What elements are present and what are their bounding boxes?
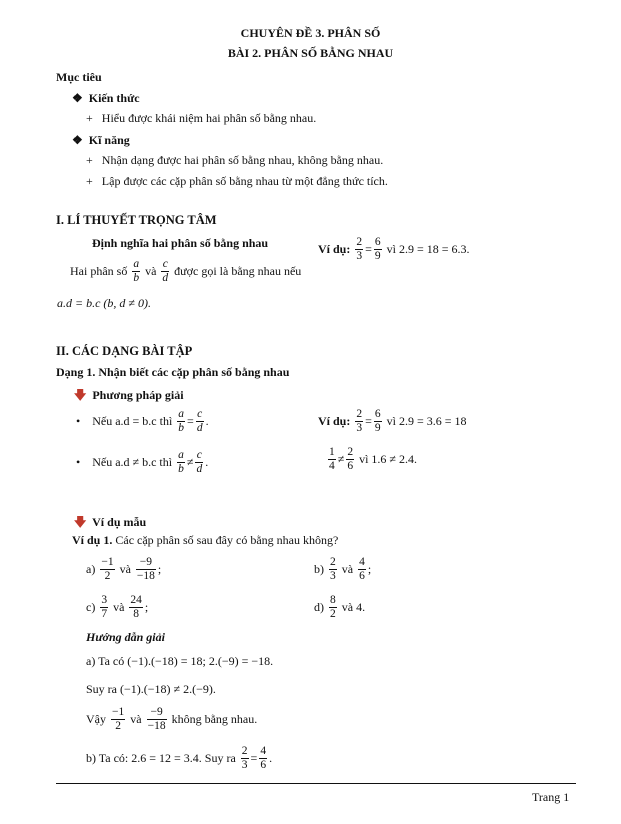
arrow-bullet-icon: 🡇 <box>74 388 87 402</box>
guide-title: Hướng dẫn giải <box>86 630 165 644</box>
diamond-bullet-icon: ❖ <box>72 91 83 105</box>
exercises-heading: II. CÁC DẠNG BÀI TẬP <box>56 344 193 358</box>
example-1-prompt: Ví dụ 1. Các cặp phân số sau đây có bằng nhau không? <box>72 533 339 547</box>
theory-heading: I. LÍ THUYẾT TRỌNG TÂM <box>56 213 217 227</box>
fraction-2-3: $\frac{2}{3}$ <box>356 236 363 262</box>
lesson-title: BÀI 2. PHÂN SỐ BẰNG NHAU <box>227 46 394 60</box>
definition-title: Định nghĩa hai phân số bằng nhau <box>92 236 269 250</box>
skills-label: Kĩ năng <box>88 133 130 147</box>
skills-item: + Lập được các cặp phân số bằng nhau từ một đẳng thức tích. <box>86 174 388 188</box>
solution-a-line-1: a) Ta có (−1).(−18) = 18; 2.(−9) = −18. <box>86 654 274 668</box>
part-b: b) $\frac{2}{3}$ và $\frac{4}{6}$ ; <box>314 556 372 582</box>
type1-title: Dạng 1. Nhận biết các cặp phân số bằng nhau <box>56 365 290 379</box>
fraction-c-d: $\frac{c}{d}$ <box>162 258 169 284</box>
rule-2: • Nếu a.d ≠ b.c thì $\frac{a}{b}$ ≠ $\frac{c}{d}$ . <box>76 449 209 475</box>
knowledge-row <box>72 91 140 106</box>
part-c: c) $\frac{3}{7}$ và $\frac{24}{8}$ ; <box>86 594 149 620</box>
skills-item: + Nhận dạng được hai phân số bằng nhau, không bằng nhau. <box>86 153 384 167</box>
knowledge-label: Kiến thức <box>88 91 140 105</box>
method-row: 🡇 Phương pháp giải <box>74 388 184 402</box>
sample-row: 🡇 Ví dụ mẫu <box>74 515 147 529</box>
objectives-heading: Mục tiêu <box>56 70 102 84</box>
skills-row <box>72 133 130 148</box>
plus-bullet-icon: + <box>86 153 93 167</box>
solution-a-line-3: Vậy $\frac{-1}{2}$ và $\frac{-9}{-18}$ không bằng nhau. <box>86 706 258 732</box>
page-title: CHUYÊN ĐỀ 3. PHÂN SỐ <box>240 26 381 40</box>
plus-bullet-icon: + <box>86 174 93 188</box>
plus-bullet-icon: + <box>86 111 93 125</box>
arrow-bullet-icon: 🡇 <box>74 515 87 529</box>
theory-example: Ví dụ: $\frac{2}{3}$ = $\frac{6}{9}$ vì 2.9 = 18 = 6.3. <box>318 236 470 262</box>
diamond-bullet-icon: ❖ <box>72 133 83 147</box>
solution-a-line-2: Suy ra (−1).(−18) ≠ 2.(−9). <box>86 682 216 696</box>
dot-bullet-icon: • <box>76 414 81 428</box>
dot-bullet-icon: • <box>76 455 81 469</box>
knowledge-item: + Hiểu được khái niệm hai phân số bằng nhau. <box>86 111 317 125</box>
part-d: d) $\frac{8}{2}$ và 4. <box>314 594 366 620</box>
definition-text: Hai phân số $\frac{a}{b}$ và $\frac{c}{d}$ được gọi là bằng nhau nếu <box>70 258 302 284</box>
footer-divider <box>56 783 576 784</box>
part-a: a) $\frac{-1}{2}$ và $\frac{-9}{-18}$ ; <box>86 556 162 582</box>
fraction-a-b: $\frac{a}{b}$ <box>133 258 140 284</box>
method-example-2: $\frac{1}{4}$ ≠ $\frac{2}{6}$ vì 1.6 ≠ 2.4. <box>329 446 418 472</box>
fraction-6-9: $\frac{6}{9}$ <box>374 236 381 262</box>
definition-formula: a.d = b.c (b, d ≠ 0). <box>57 296 152 310</box>
page-number: Trang 1 <box>532 790 570 804</box>
method-example-1: Ví dụ: $\frac{2}{3}$ = $\frac{6}{9}$ vì 2.9 = 3.6 = 18 <box>318 408 467 434</box>
rule-1: • Nếu a.d = b.c thì $\frac{a}{b}$ = $\frac{c}{d}$ . <box>76 408 209 434</box>
solution-b: b) Ta có: 2.6 = 12 = 3.4. Suy ra $\frac{2}{3}$ = $\frac{4}{6}$ . <box>86 745 273 771</box>
